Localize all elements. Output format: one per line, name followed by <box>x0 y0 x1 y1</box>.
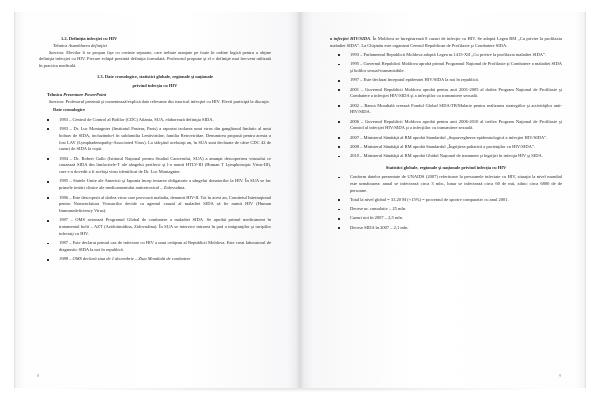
list-item: 2008 – Ministerul Sănătăţii al RM aprobă Standardul „Îngrijirea paliativă a pacienţilor cu HIV/SIDA”. <box>330 144 562 151</box>
list-item: 1997 – Este declarat începutul epidemiei HIV/SIDA la noi în republică. <box>330 77 562 84</box>
page-number-right: 9 <box>559 373 561 378</box>
continuation-paragraph <box>330 36 562 50</box>
list-item: Cazuri noi în 2007 – 2,5 mln. <box>330 215 562 222</box>
list-item: 1984 – Dr. Robert Gallo (Istitutul Naţional pentru Studiul Cancerului, SUA) a anunţat descoperirea virusului ce cauzează SIDA din limfocitele-T ale sângelui periferic şi l-a numit HTLV-III (Human T Lymphotropic Virus-III), care s-a dovedit a fi acelaşi virus identificat de Dr. Luc Montagnier. <box>39 156 271 176</box>
section-1-3-heading-line2: privind infecţia cu HIV <box>132 82 178 88</box>
list-item: 1983 – Centrul de Control al Bolilor (CDC) Atlanta, SUA, elaborează definiţia SIDA. <box>39 117 271 124</box>
right-page <box>300 12 586 388</box>
list-item: 1983 – Dr. Luc Montagnier (Institutul Pasteur, Paris) a raportat izolarea unui virus din ganglionul limfatic al unui bolnav de SIDA, incluzându-l în subfamilia Lentiviridae, familia Retroviridae. Denumirea propusă pentru acesta a fost LAV (Lymphadenopathy-Associated Virus). La sfârşitul aceluiaşi an, în SUA sunt declarate de către CDC 42 de cazuri de SIDA la copii. <box>39 126 271 153</box>
list-item: Decese SIDA în 2007 – 2,1 mln. <box>330 225 562 232</box>
section-1-2-heading: 1.2. Definiţia infecţiei cu HIV <box>61 36 118 41</box>
list-item: Total la nivel global = 33.20 M (+15%) = procentul de sporire comparativ cu anul 2001. <box>330 197 562 204</box>
list-item: 1988 – OMS declară ziua de 1 decembrie – Ziua Mondială de combatere <box>39 256 271 263</box>
list-item: 1985 – Statele Unite ale Americii şi Japonia încep testarea obligatorie a sângelui donatorilor la HIV. În SUA se fac primele testări clinice ale medicamentului antiretroviral – Zidovudina. <box>39 178 271 192</box>
task-text-2: Profesorul prezintă şi comentează/explică date relevante din istoricul infecţiei cu HIV. Elevii participă la discuţie. <box>64 98 270 104</box>
section-1-3-technique <box>39 92 271 99</box>
section-1-2-technique <box>39 43 271 50</box>
list-item: 2001 – Guvernul Republicii Moldova aprobă pentru anii 2001-2005 al doilea Program Naţional de Profilaxie şi Combatere a infecţiei HIV/SIDA şi a infecţiilor cu transmitere sexuală. <box>330 87 562 101</box>
list-item: 1987 – OMS avizează Programul Global de combatere a maladiei SIDA. Se aprobă primul medicament în tratamentul bolii – AZT (Azidotimidina, Zidovudina). În SUA se interzice intrarea în ţară a imigranţilor şi turiştilor infectaţi cu HIV. <box>39 217 271 237</box>
technique-label: Tehnica <box>53 42 68 48</box>
task-text: Elevilor li se propun fişe cu cuvinte separate, care trebuie aranjate pe foaie în ordine logică pentru a obţine definiţia infecţiei cu HIV. Fiecare echipă prezintă definiţia formulată. Profesorul propune şi el o definiţie mai frecvent utilizată în practica medicală. <box>39 49 271 69</box>
left-page <box>14 12 300 388</box>
right-chronology-list <box>330 52 562 160</box>
list-item: 1986 – Este descoperit al doilea virus care provoacă maladia, denumit HIV-II. Tot în acest an, Comitetul Internaţional pentru Nomenclatura Virusurilor decide ca agentul cauzal al maladiei SIDA să fie numit HIV (Human Immunodeficiency Virus). <box>39 195 271 215</box>
chronology-list-title: Date cronologice <box>53 107 86 113</box>
section-1-3-task <box>39 99 271 106</box>
statistics-list <box>330 174 562 231</box>
continuation-italic-lead: a infecţiei HIV/SIDA <box>330 36 371 41</box>
list-item: 1995 – Guvernul Republicii Moldova aprobă primul Programul Naţional de Profilaxie şi Combatere a maladiei SIDA şi bolilor sexual-transmisibile. <box>330 61 562 75</box>
left-page-text-column <box>39 36 271 263</box>
page-number-left: 8 <box>37 373 39 378</box>
list-item: 2007 – Ministerul Sănătăţii al RM aprobă Standardul „Supravegherea epidemiologică a infecţiei HIV/SIDA”. <box>330 135 562 142</box>
list-item: Conform datelor prezentate de UNAIDS (2007) referitoare la persoanele infectate cu HIV, situaţia la nivel mondial este următoarea: anual se infectează circa 3 mln., lunar se infectează circa 60 de mii, zilnic circa 6800 de de persoane. <box>330 174 562 194</box>
task-label: Sarcina: <box>49 49 65 55</box>
technique-name: Asamblarea definiţiei <box>68 42 108 48</box>
list-item: Decese nr. cumulativ – 25 mln. <box>330 206 562 213</box>
list-item: 1993 – Parlamentul Republicii Moldova adoptă Legea nr.1415-XII „Cu privire la profilaxia maladiei SIDA”. <box>330 52 562 59</box>
list-item: 2010 – Ministerul Sănătăţii al RM aprobă Ghidul Naţional de tratament şi îngrijiri în infecţia HIV şi SIDA. <box>330 153 562 160</box>
list-item: 1987 – Este declarat primul caz de infectare cu HIV a unui cetăţean al Republicii Moldova. Este creat laboratorul de diagnostic SIDA la noi în republică. <box>39 240 271 254</box>
book-spine-line <box>300 12 301 388</box>
technique-label-2: Tehnica <box>47 91 63 97</box>
open-book-spread <box>14 12 586 388</box>
list-item: 2006 – Guvernul Republicii Moldova aprobă pentru anii 2006-2010 al treilea Program Naţional de Profilaxie şi Control al infecţiei HIV/SIDA şi a infecţiilor cu transmitere sexuală. <box>330 119 562 133</box>
continuation-text: . În Moldova se înregistrează 8 cazuri de infecţie cu HIV. Se adoptă Legea RM „Cu privire la profilaxia maladiei SIDA”. La Chişinău este organizat Centrul Republican de Profilaxie şi Combatere SIDA. <box>330 36 562 48</box>
statistics-heading: Statistici globale, regionale şi naţionale privind infecţia cu HIV <box>385 164 507 170</box>
technique-name-2: Prezentare PowerPoint <box>63 91 107 97</box>
section-1-2-task <box>39 50 271 70</box>
left-chronology-list <box>39 117 271 263</box>
task-label-2: Sarcina: <box>49 98 65 104</box>
right-page-text-column <box>330 36 562 232</box>
section-1-3-heading-line1: 1.3. Date cronologice, statistici globale, regionale şi naţionale <box>97 74 213 80</box>
list-item: 2002 – Banca Mondială creează Fondul Global SIDA/TB/Malarie pentru realizarea strategiilor şi activităţilor anti-HIV/SIDA. <box>330 103 562 117</box>
